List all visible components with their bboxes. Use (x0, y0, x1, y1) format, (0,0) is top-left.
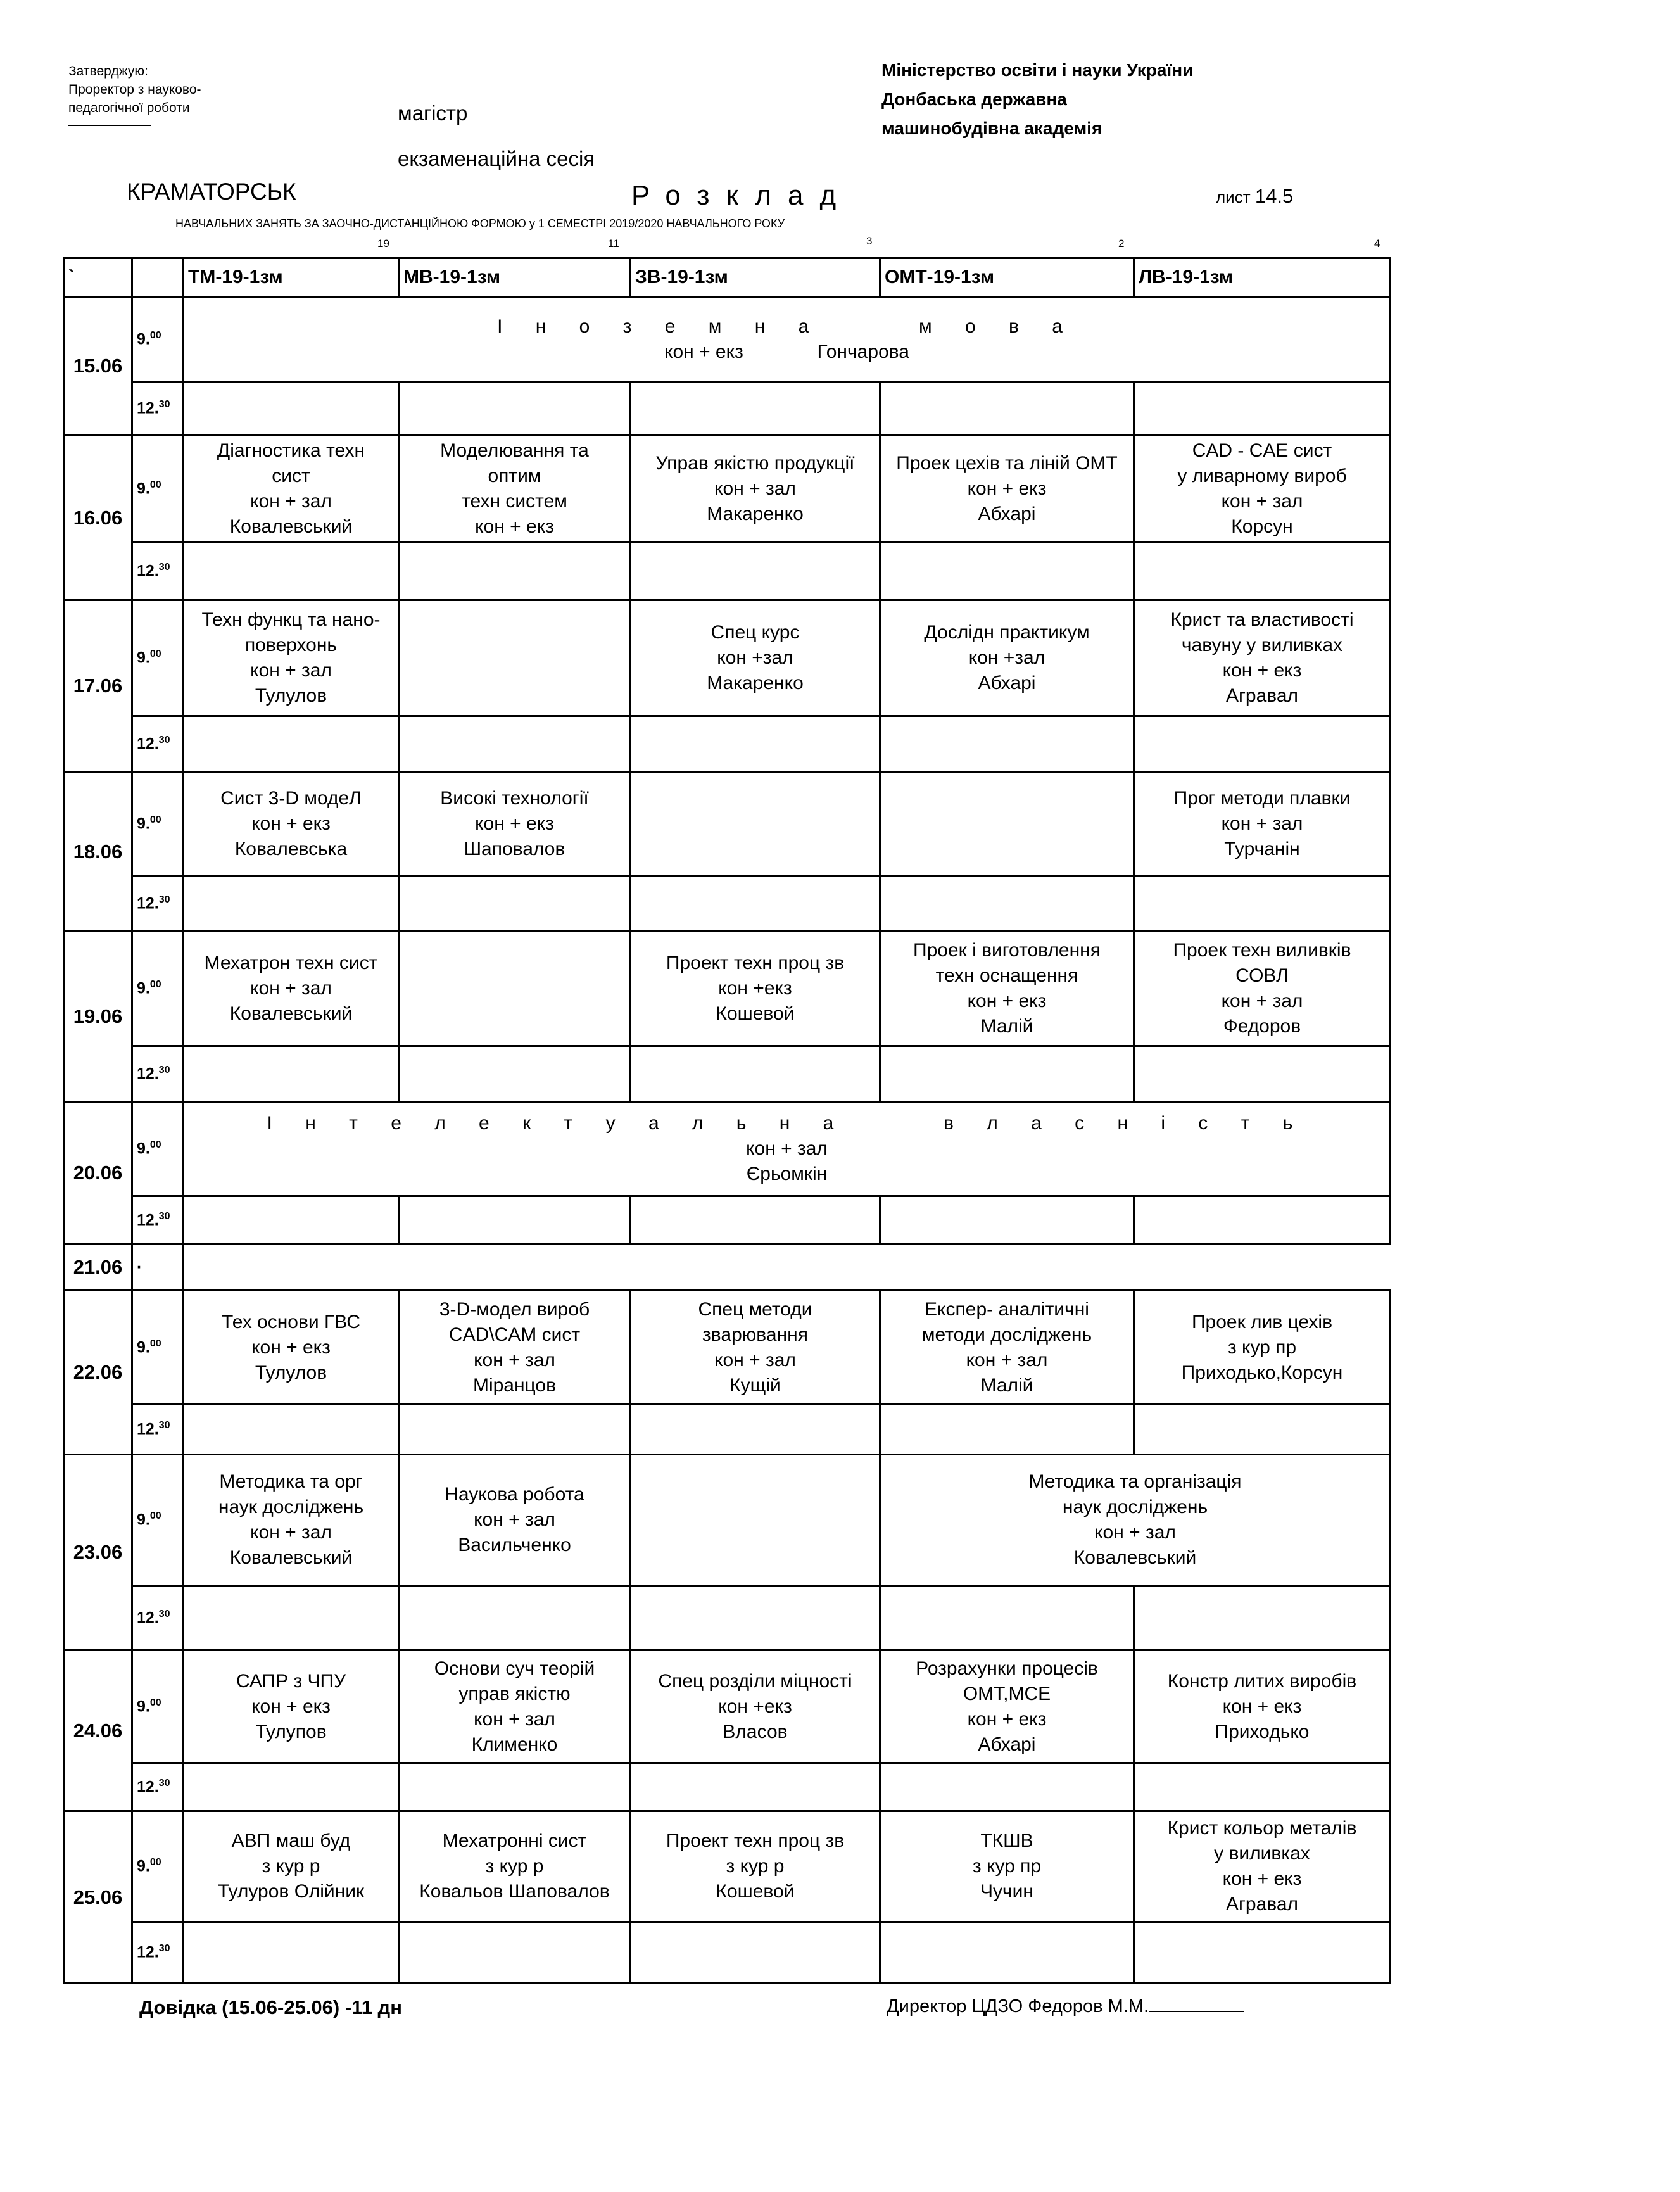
morning-time-value: 9. (137, 649, 150, 667)
day-date: 23.06 (64, 1455, 132, 1650)
schedule-cell (631, 716, 880, 772)
schedule-cell: ТКШВ з кур пр Чучин (880, 1811, 1134, 1922)
ministry-block (881, 56, 1193, 143)
morning-time (132, 1650, 184, 1763)
schedule-cell: Спец методи зварювання кон + зал Кущій (631, 1291, 880, 1405)
morning-time-minutes: 00 (149, 979, 161, 991)
noon-time (132, 1196, 184, 1245)
schedule-cell (1134, 1763, 1391, 1811)
schedule-cell (399, 542, 631, 600)
morning-time-minutes: 00 (149, 1338, 161, 1349)
schedule-cell: Розрахунки процесів ОМТ,МСЕ кон + екз Абхарі (880, 1650, 1134, 1763)
morning-time-minutes: 00 (149, 1697, 161, 1708)
schedule-cell (631, 1196, 880, 1245)
noon-time-value: 12. (137, 894, 159, 913)
ministry-line-2: Донбаська державна (881, 89, 1067, 109)
morning-time-value: 9. (137, 1338, 150, 1357)
schedule-cell (399, 1586, 631, 1650)
empty-day (184, 1245, 1391, 1291)
count-tm: 19 (377, 238, 389, 250)
schedule-cell (631, 1455, 880, 1586)
schedule-cell: Основи суч теорій управ якістю кон + зал Клименко (399, 1650, 631, 1763)
day-row-afternoon (64, 1405, 1391, 1455)
schedule-cell (1134, 1405, 1391, 1455)
day-row (64, 1245, 1391, 1291)
day-row (64, 297, 1391, 382)
schedule-cell: Дослідн практикум кон +зал Абхарі (880, 600, 1134, 716)
schedule-cell (1134, 382, 1391, 436)
schedule-cell (631, 1586, 880, 1650)
subject-detail: кон + зал (746, 1138, 828, 1159)
morning-time (132, 600, 184, 716)
morning-time (132, 772, 184, 877)
count-omt: 2 (1118, 238, 1125, 250)
city: КРАМАТОРСЬК (127, 179, 296, 205)
signature-line (68, 125, 151, 126)
subject-title: І н т е л е к т у а л ь н а в л а с н і с т ь (267, 1113, 1307, 1134)
schedule-cell (631, 877, 880, 932)
signature-line (1149, 2011, 1244, 2012)
schedule-cell: Методика та організація наук досліджень кон + зал Ковалевський (880, 1455, 1391, 1586)
day-date: 15.06 (64, 297, 132, 436)
ministry-line-3: машинобудівна академія (881, 118, 1102, 138)
schedule-cell: Сист 3-D модеЛ кон + екз Ковалевська (184, 772, 399, 877)
schedule-cell (1134, 877, 1391, 932)
schedule-cell: Спец курс кон +зал Макаренко (631, 600, 880, 716)
schedule-cell (184, 297, 1391, 382)
schedule-table (63, 257, 1391, 1984)
director-signature (887, 1996, 1244, 2017)
day-row (64, 1650, 1391, 1763)
approve-line-3: педагогічної роботи (68, 101, 190, 115)
schedule-cell (1134, 1586, 1391, 1650)
day-date: 25.06 (64, 1811, 132, 1984)
group-mv: МВ-19-1зм (399, 258, 631, 297)
morning-time (132, 1102, 184, 1196)
schedule-cell (184, 382, 399, 436)
day-row-afternoon (64, 1046, 1391, 1102)
schedule-cell (399, 1763, 631, 1811)
schedule-cell (880, 1405, 1134, 1455)
schedule-cell: CAD - CAE сист у ливарному вироб кон + зал Корсун (1134, 436, 1391, 542)
morning-time-value: 9. (137, 814, 150, 833)
schedule-cell (880, 382, 1134, 436)
schedule-cell (880, 1763, 1134, 1811)
schedule-cell (880, 1922, 1134, 1984)
schedule-cell (399, 932, 631, 1046)
schedule-cell (184, 1586, 399, 1650)
noon-time (132, 1586, 184, 1650)
morning-time (132, 297, 184, 382)
schedule-cell: Експер- аналітичні методи досліджень кон + зал Малій (880, 1291, 1134, 1405)
group-zv: ЗВ-19-1зм (631, 258, 880, 297)
day-row-afternoon (64, 877, 1391, 932)
day-date: 19.06 (64, 932, 132, 1102)
day-row (64, 932, 1391, 1046)
schedule-cell (184, 1763, 399, 1811)
schedule-cell: Діагностика техн сист кон + зал Ковалевський (184, 436, 399, 542)
noon-time (132, 1046, 184, 1102)
noon-time-minutes: 30 (158, 734, 170, 745)
noon-time (132, 1922, 184, 1984)
subtitle: НАВЧАЛЬНИХ ЗАНЯТЬ ЗА ЗАОЧНО-ДИСТАНЦІЙНОЮ ФОРМОЮ у 1 СЕМЕСТРІ 2019/2020 НАВЧАЛЬНОГО РОКУ (175, 217, 785, 230)
day-row-afternoon (64, 542, 1391, 600)
session-type: екзаменаційна сесія (398, 147, 595, 170)
morning-time (132, 436, 184, 542)
day-row-afternoon (64, 1196, 1391, 1245)
noon-time-minutes: 30 (158, 1777, 170, 1789)
morning-time (132, 1811, 184, 1922)
morning-time-minutes: 00 (149, 479, 161, 490)
morning-time-value: 9. (137, 979, 150, 998)
day-row-afternoon (64, 1763, 1391, 1811)
day-row (64, 1102, 1391, 1196)
schedule-cell (631, 1922, 880, 1984)
morning-time-minutes: 00 (149, 1857, 161, 1868)
schedule-cell (880, 1046, 1134, 1102)
schedule-cell: Крист та властивості чавуну у виливках кон + екз Агравал (1134, 600, 1391, 716)
noon-time (132, 877, 184, 932)
schedule-cell: Тех основи ГВС кон + екз Тулулов (184, 1291, 399, 1405)
ministry-line-1: Міністерство освіти і науки України (881, 60, 1194, 80)
schedule-cell: Моделювання та оптим техн систем кон + екз (399, 436, 631, 542)
schedule-cell: АВП маш буд з кур р Тулуров Олійник (184, 1811, 399, 1922)
schedule-cell: САПР з ЧПУ кон + екз Тулупов (184, 1650, 399, 1763)
schedule-cell (184, 1922, 399, 1984)
schedule-cell: Проек техн виливків СОВЛ кон + зал Федоров (1134, 932, 1391, 1046)
subject-detail: Єрьомкін (746, 1163, 828, 1184)
schedule-cell (1134, 1196, 1391, 1245)
schedule-cell (631, 772, 880, 877)
schedule-cell: Мехатронні сист з кур р Ковальов Шаповалов (399, 1811, 631, 1922)
day-row-afternoon (64, 1922, 1391, 1984)
schedule-cell: Техн функц та нано- поверхонь кон + зал Тулулов (184, 600, 399, 716)
schedule-cell (1134, 542, 1391, 600)
morning-time-minutes: 00 (149, 649, 161, 660)
noon-time (132, 382, 184, 436)
noon-time (132, 542, 184, 600)
count-mv: 11 (608, 238, 619, 250)
schedule-cell (880, 716, 1134, 772)
approve-line-1: Затверджую: (68, 64, 148, 79)
day-row (64, 772, 1391, 877)
day-row (64, 1811, 1391, 1922)
noon-time-minutes: 30 (158, 561, 170, 573)
director-name: Директор ЦДЗО Федоров М.М. (887, 1996, 1149, 2017)
noon-time-minutes: 30 (158, 1210, 170, 1222)
schedule-cell: Проек лив цехів з кур пр Приходько,Корсун (1134, 1291, 1391, 1405)
noon-time-value: 12. (137, 735, 159, 753)
day-row-afternoon (64, 716, 1391, 772)
schedule-cell: 3-D-модел вироб CAD\CAM сист кон + зал Міранцов (399, 1291, 631, 1405)
schedule-cell (399, 716, 631, 772)
noon-time-value: 12. (137, 399, 159, 417)
noon-time-value: 12. (137, 1943, 159, 1961)
schedule-cell (880, 1586, 1134, 1650)
group-lv: ЛВ-19-1зм (1134, 258, 1391, 297)
schedule-cell (184, 877, 399, 932)
noon-time-minutes: 30 (158, 1420, 170, 1431)
schedule-cell: Спец розділи міцності кон +екз Власов (631, 1650, 880, 1763)
morning-time (132, 1455, 184, 1586)
sheet-value: 14.5 (1254, 185, 1294, 207)
schedule-cell (399, 600, 631, 716)
morning-time (132, 932, 184, 1046)
schedule-cell (399, 1922, 631, 1984)
noon-time-value: 12. (137, 1420, 159, 1438)
subject-detail: кон + екз Гончарова (664, 341, 909, 362)
morning-time-value: 9. (137, 479, 150, 498)
schedule-cell: Констр литих виробів кон + екз Приходько (1134, 1650, 1391, 1763)
sheet-number (1216, 185, 1293, 208)
schedule-cell (399, 1405, 631, 1455)
day-date: 18.06 (64, 772, 132, 932)
morning-time (132, 1291, 184, 1405)
schedule-cell: Проек цехів та ліній ОМТ кон + екз Абхарі (880, 436, 1134, 542)
schedule-cell: Управ якістю продукції кон + зал Макаренко (631, 436, 880, 542)
page-title: Розклад (631, 180, 853, 211)
schedule-cell: Крист кольор металів у виливках кон + екз Агравал (1134, 1811, 1391, 1922)
schedule-cell (880, 1196, 1134, 1245)
schedule-cell (184, 716, 399, 772)
schedule-cell: Прог методи плавки кон + зал Турчанін (1134, 772, 1391, 877)
schedule-cell: Проект техн проц зв з кур р Кошевой (631, 1811, 880, 1922)
degree-level: магістр (398, 101, 468, 125)
day-row (64, 600, 1391, 716)
schedule-cell (631, 1405, 880, 1455)
noon-time-value: 12. (137, 1211, 159, 1229)
schedule-cell (184, 1102, 1391, 1196)
morning-time-minutes: 00 (149, 329, 161, 341)
approve-line-2: Проректор з науково- (68, 82, 201, 97)
count-lv: 4 (1374, 238, 1380, 250)
subject-title: І н о з е м н а м о в а (497, 315, 1077, 337)
morning-time-value: 9. (137, 1697, 150, 1716)
morning-time-value: 9. (137, 1857, 150, 1875)
schedule-cell (880, 542, 1134, 600)
noon-time-minutes: 30 (158, 1608, 170, 1619)
header-corner: ` (64, 258, 132, 297)
approval-block (68, 62, 201, 126)
noon-time-value: 12. (137, 1609, 159, 1627)
morning-time-value: 9. (137, 330, 150, 348)
schedule-cell (880, 877, 1134, 932)
schedule-cell (1134, 1046, 1391, 1102)
morning-time-value: 9. (137, 1511, 150, 1529)
schedule-cell (184, 1046, 399, 1102)
noon-time-value: 12. (137, 1065, 159, 1083)
schedule-cell (399, 877, 631, 932)
noon-time-value: 12. (137, 562, 159, 580)
noon-time-value: 12. (137, 1778, 159, 1796)
day-date: 21.06 (64, 1245, 132, 1291)
noon-time (132, 716, 184, 772)
schedule-cell (184, 1196, 399, 1245)
header-time (132, 258, 184, 297)
schedule-cell (631, 542, 880, 600)
schedule-cell: Високі технології кон + екз Шаповалов (399, 772, 631, 877)
day-row-afternoon (64, 382, 1391, 436)
count-zv: 3 (866, 235, 873, 247)
day-row (64, 1291, 1391, 1405)
schedule-cell: Проект техн проц зв кон +екз Кошевой (631, 932, 880, 1046)
schedule-cell (631, 1763, 880, 1811)
day-date: 22.06 (64, 1291, 132, 1455)
schedule-cell: Мехатрон техн сист кон + зал Ковалевський (184, 932, 399, 1046)
time-slot: · (132, 1245, 184, 1291)
group-omt: ОМТ-19-1зм (880, 258, 1134, 297)
group-tm: ТМ-19-1зм (184, 258, 399, 297)
schedule-cell (631, 382, 880, 436)
schedule-cell (399, 1046, 631, 1102)
day-date: 17.06 (64, 600, 132, 772)
morning-time-minutes: 00 (149, 814, 161, 826)
group-header-row (64, 258, 1391, 297)
noon-time-minutes: 30 (158, 894, 170, 906)
schedule-cell: Наукова робота кон + зал Васильченко (399, 1455, 631, 1586)
schedule-cell: Методика та орг наук досліджень кон + зал Ковалевський (184, 1455, 399, 1586)
schedule-cell (631, 1046, 880, 1102)
morning-time-minutes: 00 (149, 1139, 161, 1151)
day-date: 16.06 (64, 436, 132, 600)
schedule-cell (399, 1196, 631, 1245)
morning-time-value: 9. (137, 1139, 150, 1158)
morning-time-minutes: 00 (149, 1511, 161, 1522)
noon-time-minutes: 30 (158, 399, 170, 410)
schedule-cell (399, 382, 631, 436)
noon-time-minutes: 30 (158, 1943, 170, 1954)
day-row (64, 1455, 1391, 1586)
day-row-afternoon (64, 1586, 1391, 1650)
noon-time (132, 1405, 184, 1455)
day-row (64, 436, 1391, 542)
group-counts (0, 235, 1393, 254)
schedule-cell (1134, 716, 1391, 772)
schedule-cell (880, 772, 1134, 877)
schedule-cell: Проек і виготовлення техн оснащення кон + екз Малій (880, 932, 1134, 1046)
schedule-cell (184, 542, 399, 600)
day-date: 24.06 (64, 1650, 132, 1811)
noon-time (132, 1763, 184, 1811)
noon-time-minutes: 30 (158, 1064, 170, 1075)
duration-note: Довідка (15.06-25.06) -11 дн (139, 1996, 402, 2018)
schedule-cell (184, 1405, 399, 1455)
sheet-label: лист (1216, 187, 1251, 206)
schedule-cell (1134, 1922, 1391, 1984)
day-date: 20.06 (64, 1102, 132, 1245)
